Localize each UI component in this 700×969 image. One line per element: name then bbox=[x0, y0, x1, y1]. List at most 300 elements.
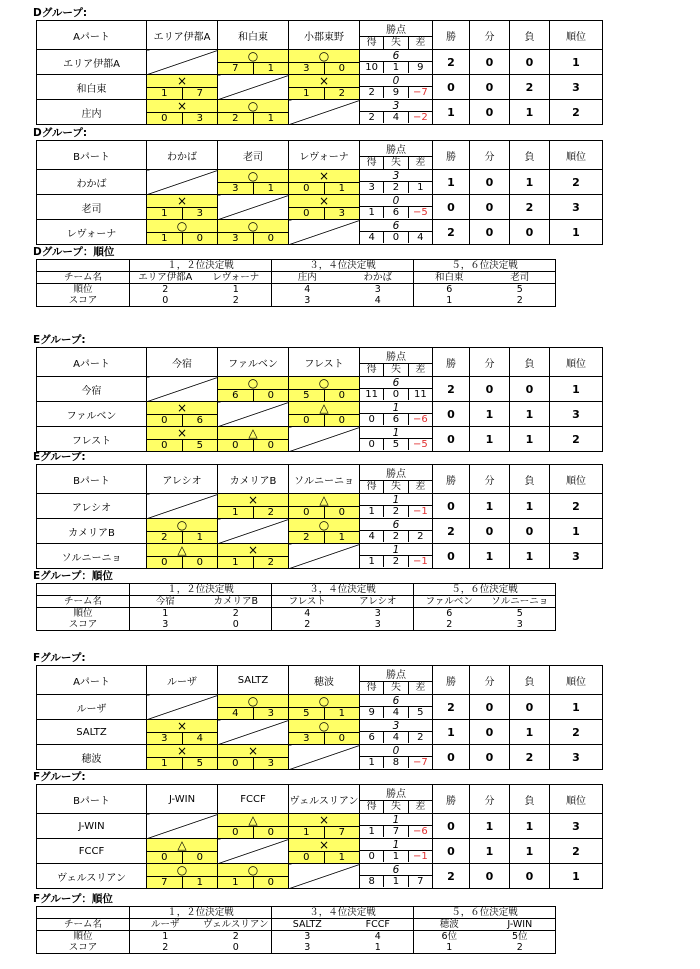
score-value: 3 bbox=[182, 113, 218, 124]
team-cell: 穂波 bbox=[414, 919, 485, 931]
draws-value: 0 bbox=[470, 220, 510, 245]
goals-against: 9 bbox=[383, 87, 407, 98]
losses-value: 0 bbox=[510, 377, 550, 402]
losses-value: 1 bbox=[510, 814, 550, 839]
stat-header: 負 bbox=[510, 666, 550, 695]
team-header: フレスト bbox=[289, 348, 360, 377]
rank-value: 3 bbox=[550, 75, 603, 100]
team-cell: ファルベン bbox=[414, 596, 485, 608]
rank-cell: 2 bbox=[201, 931, 272, 943]
wins-value: 0 bbox=[433, 494, 470, 519]
match-result bbox=[147, 427, 218, 452]
result-mark: × bbox=[176, 744, 188, 758]
part-header: Bパート bbox=[37, 465, 147, 494]
score-value: 5 bbox=[182, 440, 218, 451]
stat-header: 順位 bbox=[550, 666, 603, 695]
score-cell: 2 bbox=[485, 942, 556, 954]
points-cell bbox=[360, 195, 433, 220]
rank-cell: 6位 bbox=[441, 931, 458, 942]
rank-cell: 2 bbox=[162, 284, 169, 295]
diagonal-cell bbox=[289, 100, 360, 125]
score-value: 4 bbox=[182, 733, 218, 744]
wins-value: 0 bbox=[433, 544, 470, 569]
match-title: ５，６位決定戦 bbox=[414, 584, 556, 596]
draws-value: 1 bbox=[470, 814, 510, 839]
goals-for: 1 bbox=[368, 826, 375, 838]
team-header: アレシオ bbox=[147, 465, 218, 494]
result-mark: ○ bbox=[247, 99, 259, 113]
score-value: 0 bbox=[303, 415, 310, 426]
wins-value: 2 bbox=[433, 695, 470, 720]
losses-value: 0 bbox=[510, 50, 550, 75]
goals-against: 4 bbox=[383, 732, 407, 743]
score-value: 2 bbox=[161, 532, 168, 543]
table-row bbox=[37, 839, 603, 864]
draws-value: 0 bbox=[470, 170, 510, 195]
team-header: 和白東 bbox=[218, 21, 289, 50]
match-title: ５，６位決定戦 bbox=[414, 907, 556, 919]
result-mark: ○ bbox=[318, 376, 330, 390]
match-result bbox=[147, 75, 218, 100]
team-cell: アレシオ bbox=[343, 596, 414, 608]
losses-value: 1 bbox=[510, 720, 550, 745]
score-value: 0 bbox=[232, 827, 239, 838]
goals-for: 8 bbox=[368, 876, 375, 888]
stat-header: 負 bbox=[510, 785, 550, 814]
diagonal-cell bbox=[218, 402, 289, 427]
points-cell bbox=[360, 814, 433, 839]
result-mark: △ bbox=[248, 813, 258, 827]
score-value: 3 bbox=[253, 708, 289, 719]
goals-for: 6 bbox=[368, 732, 375, 744]
result-mark: ○ bbox=[176, 518, 188, 532]
score-value: 0 bbox=[253, 440, 289, 451]
team-name: ファルベン bbox=[37, 402, 147, 427]
points-header bbox=[360, 348, 433, 377]
score-row bbox=[37, 619, 556, 631]
team-header: ルーザ bbox=[147, 666, 218, 695]
team-name: エリア伊都A bbox=[37, 50, 147, 75]
score-cell: 3 bbox=[485, 619, 556, 631]
draws-value: 0 bbox=[470, 50, 510, 75]
goals-for: 0 bbox=[368, 414, 375, 426]
match-header-row bbox=[37, 260, 556, 272]
points-cell bbox=[360, 864, 433, 889]
points-subheader: 失 bbox=[383, 37, 407, 49]
team-cell: SALTZ bbox=[272, 919, 343, 931]
table-row bbox=[37, 814, 603, 839]
result-mark: × bbox=[318, 169, 330, 183]
draws-value: 0 bbox=[470, 864, 510, 889]
goal-difference: −1 bbox=[408, 851, 432, 862]
goal-difference: 4 bbox=[408, 232, 432, 243]
score-value: 1 bbox=[232, 877, 239, 888]
match-title: １，２位決定戦 bbox=[130, 907, 272, 919]
score-cell: 2 bbox=[162, 942, 169, 953]
league-table bbox=[36, 784, 603, 889]
table-row bbox=[37, 100, 603, 125]
table-row bbox=[37, 720, 603, 745]
score-value: 1 bbox=[324, 852, 360, 863]
result-mark: ○ bbox=[247, 169, 259, 183]
diagonal-cell bbox=[289, 864, 360, 889]
goals-for: 1 bbox=[368, 556, 375, 568]
score-value: 0 bbox=[232, 758, 239, 769]
team-cell: ソルニーニョ bbox=[485, 596, 556, 608]
rank-value: 1 bbox=[550, 50, 603, 75]
team-cell: 和白東 bbox=[414, 272, 485, 284]
rank-cell: 3 bbox=[343, 284, 414, 296]
team-name: SALTZ bbox=[37, 720, 147, 745]
score-cell: 3 bbox=[343, 619, 414, 631]
points-subheader: 得 bbox=[366, 682, 377, 693]
stat-header: 負 bbox=[510, 465, 550, 494]
match-result bbox=[289, 494, 360, 519]
row-label: スコア bbox=[37, 619, 130, 631]
points-subheader: 得 bbox=[366, 481, 377, 492]
match-result bbox=[218, 544, 289, 569]
score-row bbox=[37, 942, 556, 954]
points-subheader: 差 bbox=[408, 481, 432, 493]
score-value: 3 bbox=[303, 63, 310, 74]
match-result bbox=[147, 745, 218, 770]
team-header: ソルニーニョ bbox=[289, 465, 360, 494]
team-cell: J-WIN bbox=[485, 919, 556, 931]
goals-against: 2 bbox=[383, 556, 407, 567]
score-value: 5 bbox=[303, 390, 310, 401]
team-header: J-WIN bbox=[147, 785, 218, 814]
table-row bbox=[37, 427, 603, 452]
score-value: 5 bbox=[303, 708, 310, 719]
goals-for: 10 bbox=[365, 62, 379, 74]
match-result bbox=[218, 494, 289, 519]
goals-against: 0 bbox=[383, 232, 407, 243]
draws-value: 0 bbox=[470, 75, 510, 100]
team-header: 穂波 bbox=[289, 666, 360, 695]
stat-header: 順位 bbox=[550, 465, 603, 494]
goals-for: 9 bbox=[368, 707, 375, 719]
score-value: 1 bbox=[161, 208, 168, 219]
stat-header: 分 bbox=[470, 141, 510, 170]
score-value: 2 bbox=[303, 532, 310, 543]
diagonal-cell bbox=[218, 75, 289, 100]
team-header: 小郡東野 bbox=[289, 21, 360, 50]
match-result bbox=[289, 814, 360, 839]
match-title: １，２位決定戦 bbox=[130, 584, 272, 596]
draws-value: 0 bbox=[470, 720, 510, 745]
table-row bbox=[37, 402, 603, 427]
table-row bbox=[37, 544, 603, 569]
result-mark: △ bbox=[319, 493, 329, 507]
points-subheader: 失 bbox=[383, 801, 407, 813]
wins-value: 0 bbox=[433, 75, 470, 100]
team-name: わかば bbox=[37, 170, 147, 195]
score-cell: 2 bbox=[201, 295, 272, 307]
part-header: Aパート bbox=[37, 21, 147, 50]
wins-value: 1 bbox=[433, 720, 470, 745]
stat-header: 分 bbox=[470, 21, 510, 50]
score-cell: 4 bbox=[343, 295, 414, 307]
team-name: J-WIN bbox=[37, 814, 147, 839]
result-mark: × bbox=[176, 99, 188, 113]
stat-header: 順位 bbox=[550, 785, 603, 814]
goal-difference: 7 bbox=[408, 876, 432, 887]
match-title: ５，６位決定戦 bbox=[414, 260, 556, 272]
match-result bbox=[218, 864, 289, 889]
losses-value: 1 bbox=[510, 839, 550, 864]
table-row bbox=[37, 864, 603, 889]
ranking-table bbox=[36, 583, 556, 631]
rank-value: 1 bbox=[550, 519, 603, 544]
points-cell bbox=[360, 427, 433, 452]
wins-value: 2 bbox=[433, 220, 470, 245]
score-cell: 1 bbox=[446, 942, 453, 953]
result-mark: × bbox=[318, 194, 330, 208]
match-result bbox=[218, 220, 289, 245]
rank-value: 2 bbox=[550, 100, 603, 125]
goal-difference: 2 bbox=[408, 531, 432, 542]
ranking-label: Eグループ：順位 bbox=[33, 570, 113, 582]
goals-for: 1 bbox=[368, 757, 375, 769]
diagonal-cell bbox=[147, 50, 218, 75]
stat-header: 負 bbox=[510, 348, 550, 377]
part-header: Aパート bbox=[37, 348, 147, 377]
score-value: 6 bbox=[232, 390, 239, 401]
rank-value: 3 bbox=[550, 745, 603, 770]
points-header bbox=[360, 141, 433, 170]
ranking-table bbox=[36, 259, 556, 307]
table-row bbox=[37, 745, 603, 770]
score-cell: 2 bbox=[446, 619, 453, 630]
team-cell: フレスト bbox=[272, 596, 343, 608]
score-value: 0 bbox=[161, 852, 168, 863]
points-value: 6 bbox=[392, 518, 400, 531]
ranking-label: Dグループ：順位 bbox=[33, 246, 115, 258]
points-cell bbox=[360, 745, 433, 770]
rank-value: 2 bbox=[550, 427, 603, 452]
points-cell bbox=[360, 494, 433, 519]
result-mark: △ bbox=[177, 838, 187, 852]
points-cell bbox=[360, 695, 433, 720]
points-subheader: 差 bbox=[408, 801, 432, 813]
score-value: 0 bbox=[324, 390, 360, 401]
rank-row bbox=[37, 608, 556, 620]
table-row bbox=[37, 695, 603, 720]
points-title: 勝点 bbox=[360, 465, 432, 481]
losses-value: 1 bbox=[510, 544, 550, 569]
draws-value: 1 bbox=[470, 839, 510, 864]
team-header: レヴォーナ bbox=[289, 141, 360, 170]
team-name: ヴェルスリアン bbox=[37, 864, 147, 889]
stat-header: 勝 bbox=[433, 141, 470, 170]
losses-value: 2 bbox=[510, 745, 550, 770]
table-row bbox=[37, 195, 603, 220]
score-value: 3 bbox=[232, 233, 239, 244]
team-row bbox=[37, 919, 556, 931]
goal-difference: −1 bbox=[408, 556, 432, 567]
goals-for: 1 bbox=[368, 207, 375, 219]
score-value: 1 bbox=[232, 557, 239, 568]
team-row bbox=[37, 596, 556, 608]
result-mark: × bbox=[176, 426, 188, 440]
diagonal-cell bbox=[147, 695, 218, 720]
section-label: Eグループ: bbox=[33, 451, 86, 463]
points-subheader: 失 bbox=[383, 157, 407, 169]
team-name: カメリアB bbox=[37, 519, 147, 544]
team-name: FCCF bbox=[37, 839, 147, 864]
rank-cell: 5位 bbox=[485, 931, 556, 943]
score-value: 1 bbox=[253, 183, 289, 194]
result-mark: ○ bbox=[318, 694, 330, 708]
section-label: Fグループ: bbox=[33, 771, 86, 783]
stat-header: 負 bbox=[510, 141, 550, 170]
goals-against: 4 bbox=[383, 707, 407, 718]
match-result bbox=[147, 839, 218, 864]
goal-difference: −5 bbox=[408, 439, 432, 450]
match-result bbox=[147, 519, 218, 544]
match-header-row bbox=[37, 584, 556, 596]
score-value: 3 bbox=[303, 733, 310, 744]
score-value: 4 bbox=[232, 708, 239, 719]
match-result bbox=[289, 170, 360, 195]
rank-cell: 4 bbox=[343, 931, 414, 943]
draws-value: 0 bbox=[470, 519, 510, 544]
draws-value: 0 bbox=[470, 745, 510, 770]
goal-difference: −6 bbox=[408, 414, 432, 425]
blank-cell bbox=[37, 584, 130, 596]
score-cell: 2 bbox=[304, 619, 311, 630]
score-value: 3 bbox=[161, 733, 168, 744]
score-value: 2 bbox=[324, 88, 360, 99]
goals-against: 6 bbox=[383, 207, 407, 218]
goals-against: 1 bbox=[383, 876, 407, 887]
match-result bbox=[289, 195, 360, 220]
result-mark: × bbox=[247, 493, 259, 507]
table-row bbox=[37, 494, 603, 519]
row-label: チーム名 bbox=[37, 272, 130, 284]
rank-cell: 1 bbox=[162, 608, 169, 619]
row-label: 順位 bbox=[37, 608, 130, 620]
points-subheader: 失 bbox=[383, 682, 407, 694]
diagonal-cell bbox=[147, 494, 218, 519]
score-value: 0 bbox=[303, 852, 310, 863]
score-value: 3 bbox=[253, 758, 289, 769]
diagonal-cell bbox=[218, 519, 289, 544]
losses-value: 1 bbox=[510, 494, 550, 519]
goals-for: 11 bbox=[365, 389, 379, 401]
league-table bbox=[36, 20, 603, 125]
league-table bbox=[36, 464, 603, 569]
goals-against: 8 bbox=[383, 757, 407, 768]
goals-for: 3 bbox=[368, 182, 375, 194]
points-subheader: 失 bbox=[383, 481, 407, 493]
wins-value: 2 bbox=[433, 50, 470, 75]
points-value: 3 bbox=[392, 99, 400, 112]
wins-value: 0 bbox=[433, 195, 470, 220]
team-cell: カメリアB bbox=[201, 596, 272, 608]
match-header-row bbox=[37, 907, 556, 919]
points-value: 0 bbox=[392, 74, 400, 87]
points-cell bbox=[360, 839, 433, 864]
diagonal-cell bbox=[289, 220, 360, 245]
points-value: 6 bbox=[392, 219, 400, 232]
points-subheader: 差 bbox=[408, 157, 432, 169]
points-value: 0 bbox=[392, 744, 400, 757]
match-result bbox=[147, 544, 218, 569]
goals-against: 7 bbox=[383, 826, 407, 837]
score-value: 0 bbox=[182, 852, 218, 863]
score-value: 0 bbox=[253, 390, 289, 401]
points-header bbox=[360, 666, 433, 695]
points-cell bbox=[360, 402, 433, 427]
result-mark: △ bbox=[177, 543, 187, 557]
score-cell: 3 bbox=[304, 295, 311, 306]
score-cell: 0 bbox=[201, 942, 272, 954]
losses-value: 1 bbox=[510, 170, 550, 195]
points-value: 0 bbox=[392, 194, 400, 207]
score-value: 7 bbox=[182, 88, 218, 99]
team-name: ルーザ bbox=[37, 695, 147, 720]
goals-for: 0 bbox=[368, 851, 375, 863]
diagonal-cell bbox=[218, 720, 289, 745]
score-value: 2 bbox=[253, 507, 289, 518]
goal-difference: −7 bbox=[408, 757, 432, 768]
losses-value: 0 bbox=[510, 519, 550, 544]
points-value: 1 bbox=[392, 813, 400, 826]
score-cell: 3 bbox=[162, 619, 169, 630]
match-result bbox=[289, 695, 360, 720]
score-value: 0 bbox=[182, 557, 218, 568]
diagonal-cell bbox=[147, 377, 218, 402]
diagonal-cell bbox=[289, 745, 360, 770]
result-mark: × bbox=[247, 543, 259, 557]
section-label: Fグループ: bbox=[33, 652, 86, 664]
match-result bbox=[147, 402, 218, 427]
blank-cell bbox=[37, 907, 130, 919]
score-value: 2 bbox=[232, 113, 239, 124]
score-cell: 1 bbox=[446, 295, 453, 306]
goals-against: 2 bbox=[383, 506, 407, 517]
team-header: ヴェルスリアン bbox=[289, 785, 360, 814]
rank-cell: 6 bbox=[446, 608, 453, 619]
stat-header: 勝 bbox=[433, 348, 470, 377]
rank-value: 2 bbox=[550, 170, 603, 195]
match-result bbox=[218, 745, 289, 770]
score-value: 1 bbox=[182, 877, 218, 888]
draws-value: 1 bbox=[470, 402, 510, 427]
score-value: 1 bbox=[161, 233, 168, 244]
match-result bbox=[218, 100, 289, 125]
goal-difference: −6 bbox=[408, 826, 432, 837]
diagonal-cell bbox=[289, 544, 360, 569]
wins-value: 0 bbox=[433, 402, 470, 427]
team-header: エリア伊都A bbox=[147, 21, 218, 50]
team-cell: わかば bbox=[343, 272, 414, 284]
result-mark: ○ bbox=[176, 863, 188, 877]
result-mark: △ bbox=[319, 401, 329, 415]
score-value: 1 bbox=[324, 708, 360, 719]
points-value: 6 bbox=[392, 694, 400, 707]
match-title: ３，４位決定戦 bbox=[272, 907, 414, 919]
rank-cell: 2 bbox=[201, 608, 272, 620]
score-value: 1 bbox=[253, 63, 289, 74]
stat-header: 負 bbox=[510, 21, 550, 50]
rank-value: 1 bbox=[550, 695, 603, 720]
team-cell: ルーザ bbox=[130, 919, 201, 931]
goal-difference: 11 bbox=[408, 389, 432, 400]
stat-header: 分 bbox=[470, 465, 510, 494]
score-value: 1 bbox=[161, 88, 168, 99]
